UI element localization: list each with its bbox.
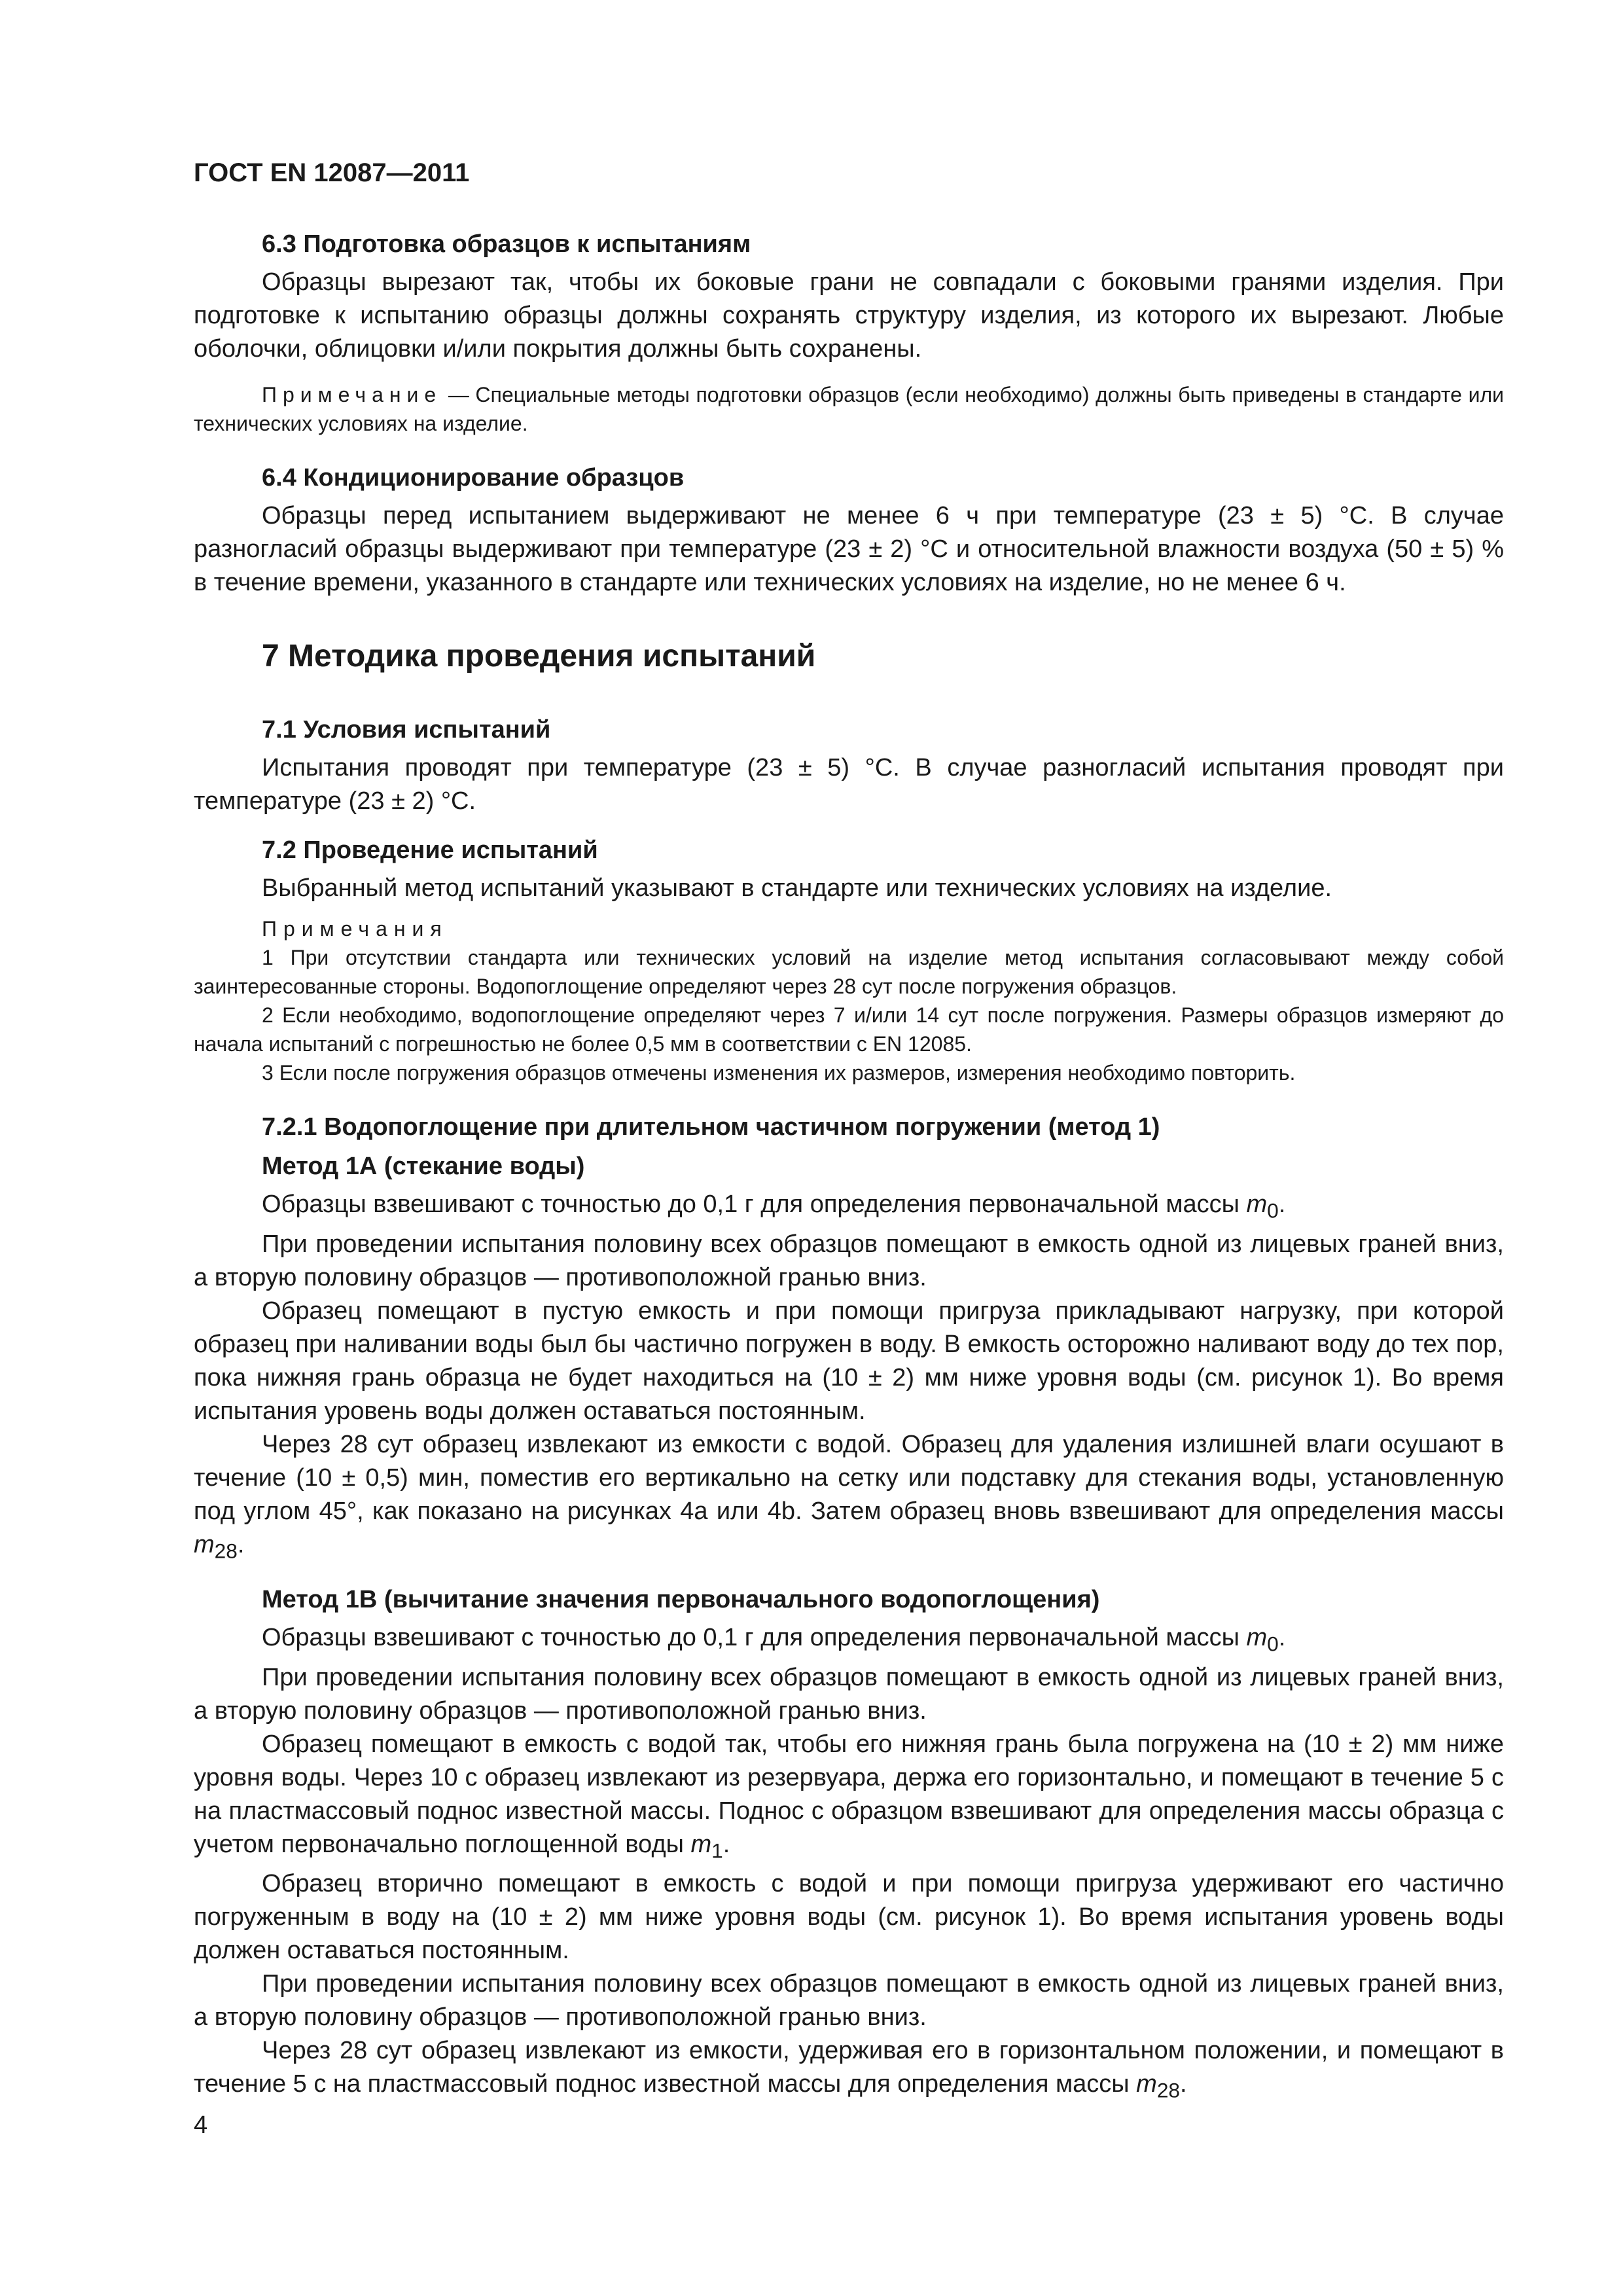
note-text: — Специальные методы подготовки образцов (если необходимо) должны быть приведены в стандарте или технических условиях на изделие. — [194, 383, 1504, 435]
section-7-1-title: 7.1 Условия испытаний — [262, 716, 551, 744]
section-7-2-1-title: 7.2.1 Водопоглощение при длительном частичном погружении (метод 1) — [262, 1113, 1160, 1141]
method-1b-paragraph-2: При проведении испытания половину всех образцов помещают в емкость одной из лицевых граней вниз, а вторую половину образцов — противоположной гранью вниз. — [194, 1663, 1504, 1725]
method-1a-paragraph-1: Образцы взвешивают с точностью до 0,1 г для определения первоначальной массы $m_0$. — [262, 1191, 1286, 1223]
document-body — [194, 226, 1504, 2108]
note-label: Примечание — [262, 383, 442, 406]
document-header: ГОСТ EN 12087—2011 — [194, 158, 470, 187]
section-6-3-paragraph: Образцы вырезают так, чтобы их боковые грани не совпадали с боковыми гранями изделия. При подготовке к испытанию образцы должны сохранять структуру изделия, из которого их вырезают. Любые оболочки, облицовки и/или покрытия должны быть сохранены. — [194, 268, 1504, 363]
method-1b-paragraph-3: Образец помещают в емкость с водой так, чтобы его нижняя грань была погружена на (10 ± 2) мм ниже уровня воды. Через 10 с образец извлекают из резервуара, держа его горизонтально, и помещают в течение 5 с на пластмассовый поднос известной массы. Поднос с образцом взвешивают для определения массы образца с учетом первоначально поглощенной воды $m_1$. — [194, 1730, 1504, 1863]
method-1b-paragraph-4: Образец вторично помещают в емкость с водой и при помощи пригруза удерживают его частично погруженным в воду на (10 ± 2) мм ниже уровня воды (см. рисунок 1). Во время испытания уровень воды должен оставаться постоянным. — [194, 1870, 1504, 1965]
note-2: 2 Если необходимо, водопоглощение определяют через 7 и/или 14 сут после погружения. Размеры образцов измеряют до начала испытаний с погрешностью не более 0,5 мм в соответствии с EN 12085. — [194, 1003, 1504, 1056]
method-1a-title: Метод 1А (стекание воды) — [262, 1153, 585, 1180]
section-7-title: 7 Методика проведения испытаний — [262, 639, 816, 673]
section-7-2-paragraph: Выбранный метод испытаний указывают в стандарте или технических условиях на изделие. — [262, 874, 1332, 902]
page-number: 4 — [194, 2111, 208, 2139]
method-1a-paragraph-3: Образец помещают в пустую емкость и при помощи пригруза прикладывают нагрузку, при которой образец при наливании воды был бы частично погружен в воду. В емкость осторожно наливают воду до тех пор, пока нижняя грань образца не будет находиться на (10 ± 2) мм ниже уровня воды (см. рисунок 1). Во время испытания уровень воды должен оставаться постоянным. — [194, 1297, 1504, 1425]
method-1b-paragraph-6: Через 28 сут образец извлекают из емкости, удерживая его в горизонтальном положении, и помещают в течение 5 с на пластмассовый поднос известной массы для определения массы $m_{28}$. — [194, 2037, 1504, 2102]
section-6-4-title: 6.4 Кондиционирование образцов — [262, 464, 685, 492]
notes-label: Примечания — [262, 917, 448, 941]
method-1b-title: Метод 1В (вычитание значения первоначального водопоглощения) — [262, 1586, 1100, 1614]
section-7-1-paragraph: Испытания проводят при температуре (23 ± 5) °С. В случае разногласий испытания проводят при температуре (23 ± 2) °С. — [194, 754, 1504, 815]
section-6-3-note — [194, 380, 1504, 438]
document-page — [194, 0, 1504, 2296]
method-1b-paragraph-1: Образцы взвешивают с точностью до 0,1 г для определения первоначальной массы $m_0$. — [262, 1624, 1286, 1656]
method-1a-paragraph-4: Через 28 сут образец извлекают из емкости с водой. Образец для удаления излишней влаги осушают в течение (10 ± 0,5) мин, поместив его вертикально на сетку или подставку для стекания воды, установленную под углом 45°, как показано на рисунках 4а или 4b. Затем образец вновь взвешивают для определения массы $m_{28}$. — [194, 1430, 1504, 1563]
method-1a-paragraph-2: При проведении испытания половину всех образцов помещают в емкость одной из лицевых граней вниз, а вторую половину образцов — противоположной гранью вниз. — [194, 1230, 1504, 1291]
note-3: 3 Если после погружения образцов отмечены изменения их размеров, измерения необходимо повторить. — [262, 1061, 1296, 1085]
method-1b-paragraph-5: При проведении испытания половину всех образцов помещают в емкость одной из лицевых граней вниз, а вторую половину образцов — противоположной гранью вниз. — [194, 1970, 1504, 2032]
note-1: 1 При отсутствии стандарта или технических условий на изделие метод испытания согласовывают между собой заинтересованные стороны. Водопоглощение определяют через 28 сут после погружения образцов. — [194, 946, 1504, 998]
section-6-3-title: 6.3 Подготовка образцов к испытаниям — [262, 230, 751, 258]
section-7-2-title: 7.2 Проведение испытаний — [262, 836, 598, 864]
section-6-4-paragraph: Образцы перед испытанием выдерживают не менее 6 ч при температуре (23 ± 5) °С. В случае разногласий образцы выдерживают при температуре (23 ± 2) °С и относительной влажности воздуха (50 ± 5) % в течение времени, указанного в стандарте или технических условиях на изделие, но не менее 6 ч. — [194, 502, 1504, 596]
